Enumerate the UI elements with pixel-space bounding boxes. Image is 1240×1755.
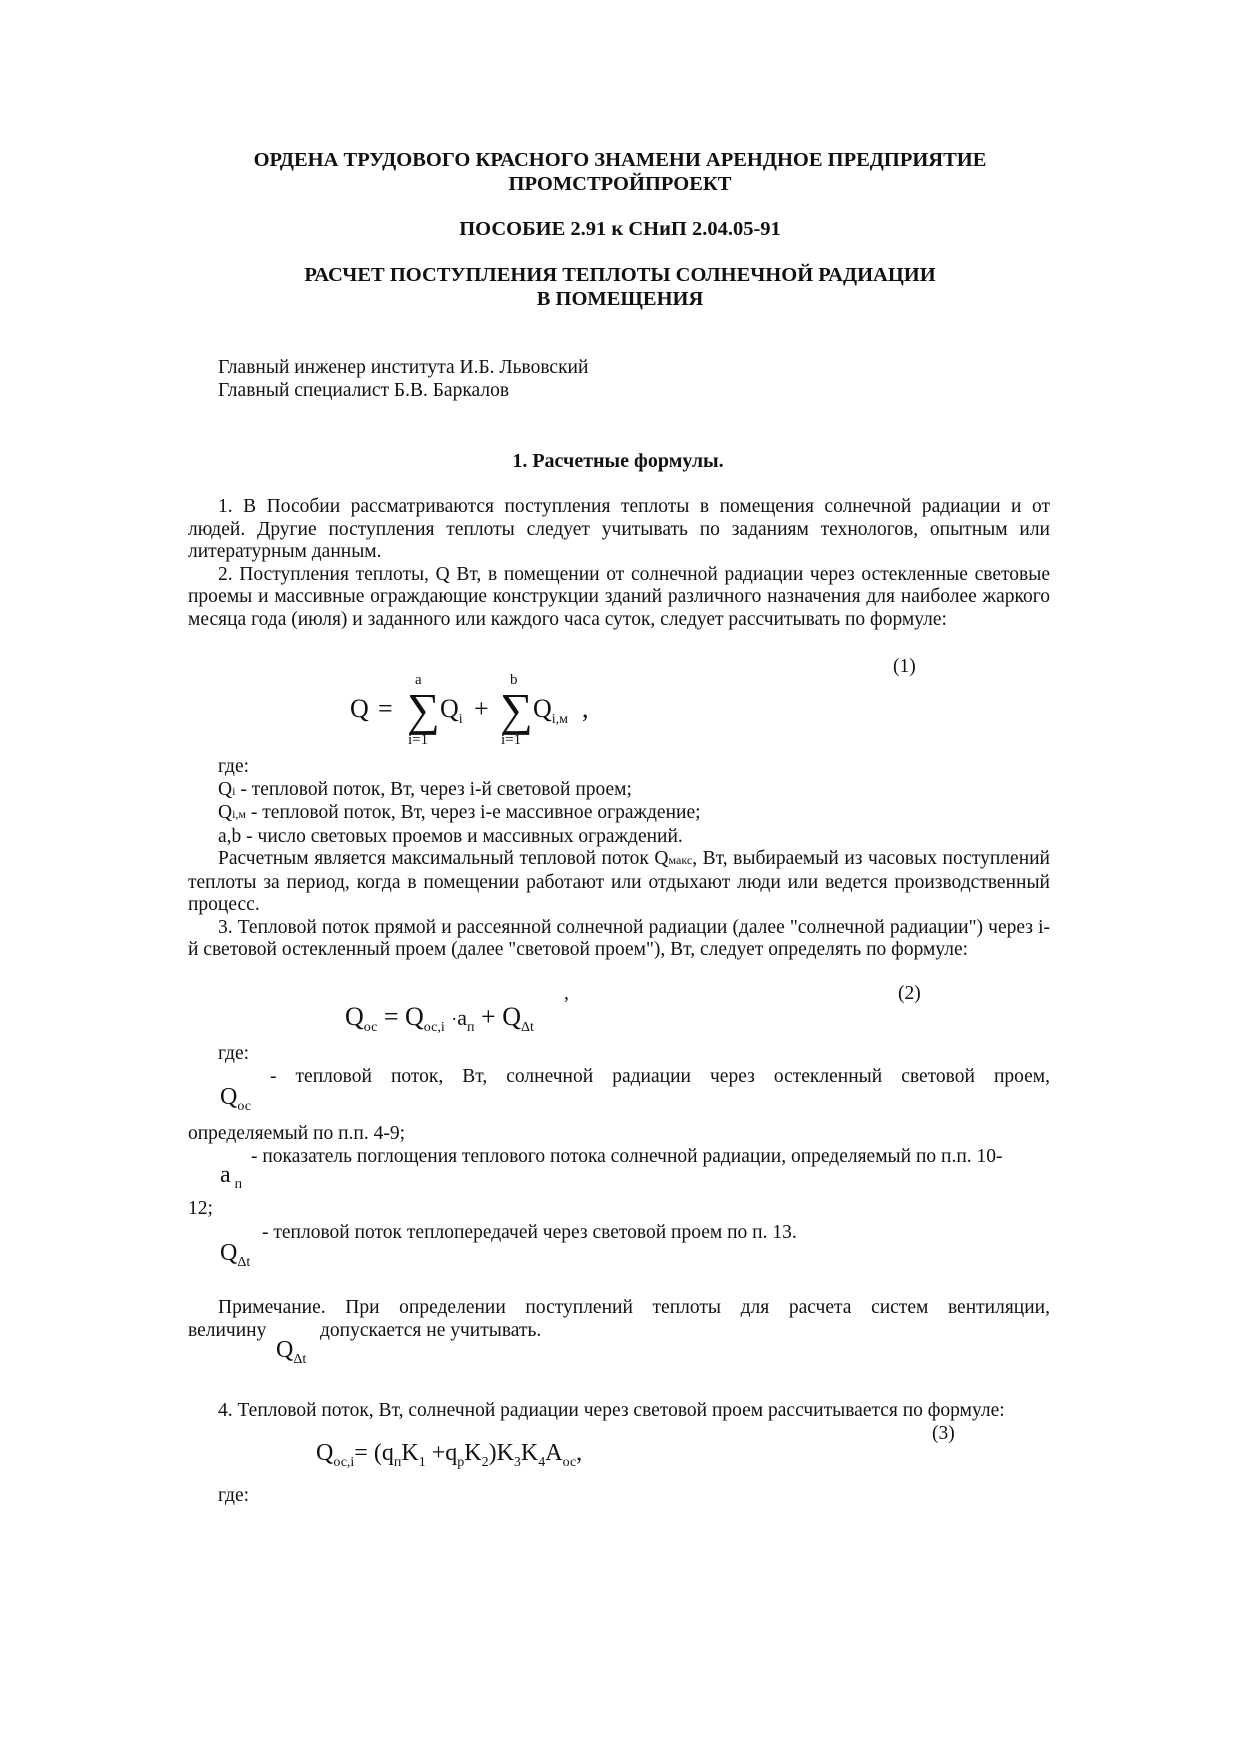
definition-qdt-symbol: $Q_{\Delta t}$ bbox=[220, 1240, 251, 1270]
eq1-equals: = bbox=[378, 694, 393, 723]
eq1-comma: , bbox=[582, 694, 589, 723]
section-body-top bbox=[188, 496, 1050, 631]
definition-qdt-text: - тепловой поток теплопередачей через световой проем по п. 13. bbox=[262, 1222, 797, 1243]
section-body-middle bbox=[188, 756, 1050, 962]
paragraph-max-flow: Расчетным является максимальный тепловой поток Qмакс, Вт, выбираемый из часовых поступлений теплоты за период, когда в помещении работают или отдыхают люди или ведется производственный процесс. bbox=[188, 848, 1050, 915]
note-line2-start: величину bbox=[188, 1320, 267, 1341]
equation-3: $Q_{ос,i}= (q_пK_1 +q_рK_2)K_3K_4A_{ос}$, bbox=[316, 1440, 583, 1470]
equation-2-number: (2) bbox=[898, 983, 921, 1004]
eq1-sum2-lower: i=1 bbox=[501, 732, 522, 748]
document-title-line1: РАСЧЕТ ПОСТУПЛЕНИЯ ТЕПЛОТЫ СОЛНЕЧНОЙ РАДИАЦИИ bbox=[304, 264, 936, 286]
where-label: где: bbox=[218, 1043, 250, 1064]
eq1-sum1-lower: i=1 bbox=[408, 732, 429, 748]
definition-an-line2: 12; bbox=[188, 1198, 213, 1219]
definition-qos-line2: определяемый по п.п. 4-9; bbox=[188, 1123, 405, 1144]
paragraph-4: 4. Тепловой поток, Вт, солнечной радиации через световой проем рассчитывается по формуле: bbox=[218, 1400, 1005, 1421]
author-line: Главный инженер института И.Б. Львовский bbox=[218, 357, 589, 378]
org-name-line2: ПРОМСТРОЙПРОЕКТ bbox=[508, 173, 732, 195]
definition-ab: a,b - число световых проемов и массивных ограждений. bbox=[218, 825, 683, 847]
eq1-plus: + bbox=[474, 694, 489, 723]
note-line2-end: допускается не учитывать. bbox=[320, 1320, 542, 1341]
eq1-sum1-upper: a bbox=[415, 672, 422, 688]
equation-1-number: (1) bbox=[893, 656, 916, 677]
document-title-line2: В ПОМЕЩЕНИЯ bbox=[536, 288, 704, 310]
author-line: Главный специалист Б.В. Баркалов bbox=[218, 379, 510, 401]
where-label: где: bbox=[218, 1485, 250, 1506]
equation-2-comma: , bbox=[564, 983, 569, 1004]
eq1-sum1-body: $Q_i$ bbox=[440, 694, 463, 727]
document-header bbox=[190, 148, 1050, 311]
paragraph-1: 1. В Пособии рассматриваются поступления теплоты в помещения солнечной радиации и от людей. Другие поступления теплоты следует учитывать по заданиям технологов, опытным или литературным данным. bbox=[188, 496, 1050, 562]
definition-an-symbol: a $_п$ bbox=[220, 1162, 243, 1192]
eq1-sum2-body: $Q_{i,м}$ bbox=[533, 694, 569, 727]
section-title: 1. Расчетные формулы. bbox=[512, 450, 724, 472]
definition-an-line1: - показатель поглощения теплового потока солнечной радиации, определяемый по п.п. 10- bbox=[251, 1146, 1003, 1167]
definition-qi: Qi - тепловой поток, Вт, через i-й световой проем; bbox=[218, 778, 632, 800]
definition-qos-line1: - тепловой поток, Вт, солнечной радиации через остекленный световой проем, bbox=[270, 1066, 1050, 1087]
equation-2: $Q_{ос} = Q_{ос,i} \cdot a_п + Q_{\Delta t}$ bbox=[345, 1002, 534, 1035]
document-code: ПОСОБИЕ 2.91 к СНиП 2.04.05-91 bbox=[459, 218, 781, 240]
definition-qos-symbol: $Q_{ос}$ bbox=[220, 1084, 251, 1114]
note-line1: Примечание. При определении поступлений теплоты для расчета систем вентиляции, bbox=[218, 1297, 1050, 1318]
eq1-lhs: Q bbox=[350, 694, 369, 723]
equation-1 bbox=[350, 672, 610, 752]
equation-3-number: (3) bbox=[932, 1423, 955, 1444]
paragraph-3: 3. Тепловой поток прямой и рассеянной солнечной радиации (далее "солнечной радиации") через i-й световой остекленный проем (далее "световой проем"), Вт, следует определять по формуле: bbox=[188, 916, 1050, 960]
note-symbol: $Q_{\Delta t}$ bbox=[276, 1337, 307, 1367]
org-name-line1: ОРДЕНА ТРУДОВОГО КРАСНОГО ЗНАМЕНИ АРЕНДНОЕ ПРЕДПРИЯТИЕ bbox=[253, 149, 987, 171]
eq1-sum2-upper: b bbox=[510, 672, 518, 688]
sum-icon: ∑ bbox=[407, 684, 440, 735]
authors-block bbox=[218, 357, 918, 402]
where-label: где: bbox=[218, 756, 250, 777]
definition-qim: Qi,м - тепловой поток, Вт, через i-е массивное ограждение; bbox=[218, 802, 701, 823]
paragraph-2: 2. Поступления теплоты, Q Вт, в помещении от солнечной радиации через остекленные световые проемы и массивные ограждающие конструкции зданий различного назначения для наиболее жаркого месяца года (июля) и заданного или каждого часа суток, следует рассчитывать по формуле: bbox=[188, 563, 1050, 630]
sum-icon: ∑ bbox=[500, 684, 533, 735]
